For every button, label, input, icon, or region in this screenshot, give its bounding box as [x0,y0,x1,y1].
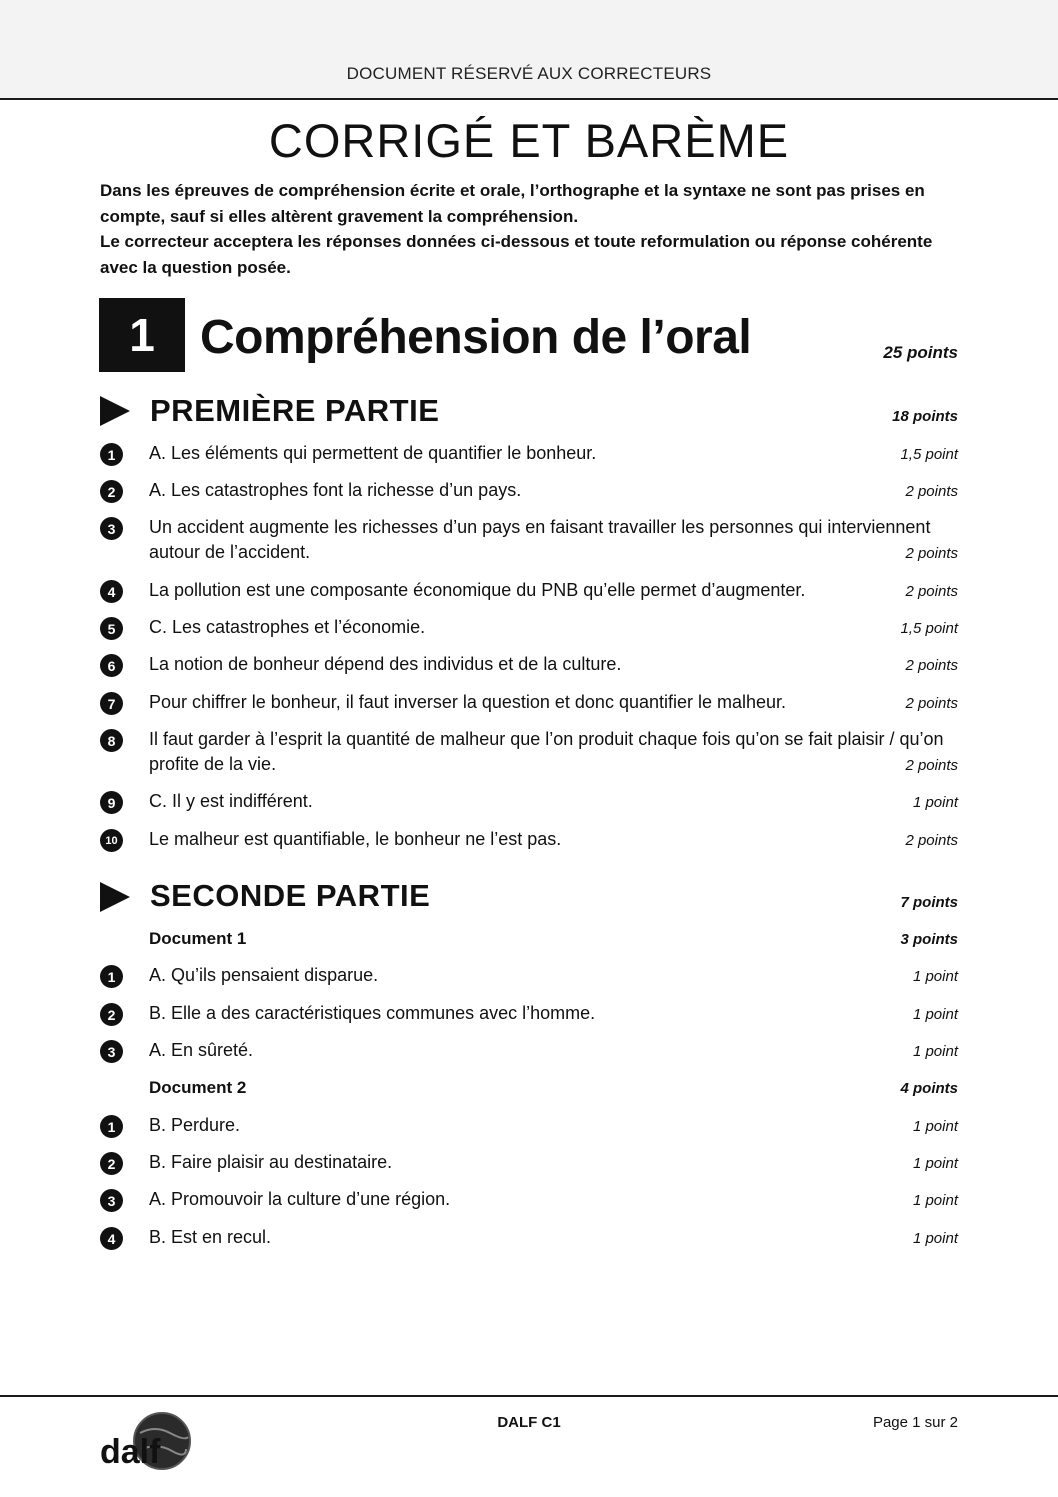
answer-text: B. Perdure. [149,1115,241,1135]
question-number: 3 [100,1189,123,1212]
svg-text:dalf: dalf [100,1433,161,1471]
answer-text: A. En sûreté. [149,1040,254,1060]
question-number: 1 [100,443,123,466]
answer-points: 2 points [905,483,958,500]
part-arrow-icon [100,882,130,912]
page-number: Page 1 sur 2 [872,1414,958,1431]
answer-text: La notion de bonheur dépend des individus et de la culture. [149,654,622,674]
document-2-label: Document 2 [149,1078,247,1097]
answer-points: 2 points [905,757,958,774]
answer-text: B. Faire plaisir au destinataire. [149,1152,393,1172]
answer-points: 1 point [912,1230,958,1247]
intro-paragraph-2: Le correcteur acceptera les réponses données ci-dessous et toute reformulation ou réponse cohérente avec la question posée. [100,232,933,277]
question-number: 4 [100,580,123,603]
intro-text [100,178,960,280]
header-band [0,0,1058,100]
answer-text: La pollution est une composante économique du PNB qu’elle permet d’augmenter. [149,580,806,600]
question-number: 4 [100,1227,123,1250]
answer-text: C. Les catastrophes et l’économie. [149,617,426,637]
question-number: 5 [100,617,123,640]
answer-points: 1 point [912,1192,958,1209]
answer-text: A. Les éléments qui permettent de quantifier le bonheur. [149,443,597,463]
question-number: 8 [100,729,123,752]
answer-text: Le malheur est quantifiable, le bonheur ne l’est pas. [149,829,562,849]
answer-points: 1 point [912,968,958,985]
answer-points: 1 point [912,1118,958,1135]
document-1-label: Document 1 [149,929,247,948]
answer-points: 1 point [912,1155,958,1172]
answer-text: B. Est en recul. [149,1227,272,1247]
answer-points: 2 points [905,583,958,600]
answer-text: B. Elle a des caractéristiques communes avec l’homme. [149,1003,596,1023]
answer-points: 2 points [905,832,958,849]
question-number: 1 [100,1115,123,1138]
part-arrow-icon [100,396,130,426]
section-number: 1 [99,298,185,372]
question-number: 3 [100,517,123,540]
answer-text: Un accident augmente les richesses d’un pays en faisant travailler les personnes qui interviennent autour de l’accident. [149,517,931,562]
part1-points: 18 points [892,408,958,425]
question-number: 10 [100,829,123,852]
section-title: Compréhension de l’oral [200,311,752,364]
question-number: 1 [100,965,123,988]
answer-text: Pour chiffrer le bonheur, il faut inverser la question et donc quantifier le malheur. [149,692,787,712]
question-number: 2 [100,1152,123,1175]
answer-points: 1 point [912,1006,958,1023]
footer-exam-name: DALF C1 [497,1414,561,1431]
reserved-notice: DOCUMENT RÉSERVÉ AUX CORRECTEURS [346,64,712,83]
answer-points: 1 point [912,1043,958,1060]
document-1-points: 3 points [900,931,958,948]
section-points: 25 points [883,343,958,362]
answer-points: 2 points [905,657,958,674]
answer-points: 2 points [905,695,958,712]
answer-text: Il faut garder à l’esprit la quantité de malheur que l’on produit chaque fois qu’on se fait plaisir / qu’on profite de la vie. [149,729,944,774]
question-number: 3 [100,1040,123,1063]
answer-points: 1,5 point [900,620,958,637]
part1-title: PREMIÈRE PARTIE [150,393,440,428]
answer-text: A. Les catastrophes font la richesse d’un pays. [149,480,522,500]
answer-text: A. Qu’ils pensaient disparue. [149,965,379,985]
footer-divider [0,1395,1058,1397]
page-title: CORRIGÉ ET BARÈME [268,114,790,167]
question-number: 6 [100,654,123,677]
answer-text: A. Promouvoir la culture d’une région. [149,1189,451,1209]
part2-points: 7 points [900,894,958,911]
answer-points: 1 point [912,794,958,811]
question-number: 7 [100,692,123,715]
part2-title: SECONDE PARTIE [150,878,431,913]
answer-points: 2 points [905,545,958,562]
question-number: 2 [100,1003,123,1026]
answer-points: 1,5 point [900,446,958,463]
question-number: 2 [100,480,123,503]
question-number: 9 [100,791,123,814]
intro-paragraph-1: Dans les épreuves de compréhension écrite et orale, l’orthographe et la syntaxe ne sont pas prises en compte, sauf si elles altèrent gravement la compréhension. [100,181,925,226]
answer-text: C. Il y est indifférent. [149,791,313,811]
document-2-points: 4 points [900,1080,958,1097]
